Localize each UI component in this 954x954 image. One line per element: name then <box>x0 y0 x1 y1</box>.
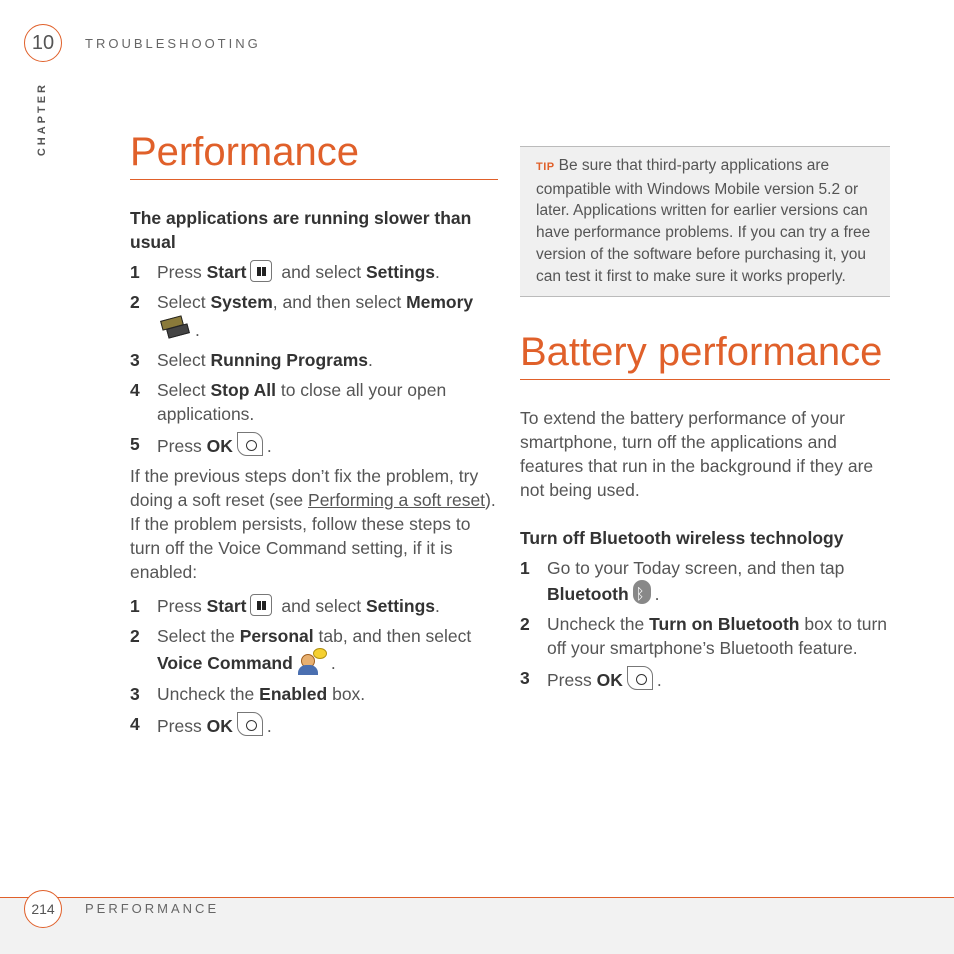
step-number: 3 <box>520 668 530 689</box>
page-number-badge: 214 <box>24 890 62 928</box>
step-text: , and then select <box>272 292 407 312</box>
step-number: 1 <box>520 558 530 579</box>
step-text: Press <box>157 716 207 736</box>
step-text: Press <box>157 596 207 616</box>
step-number: 2 <box>130 292 140 312</box>
step-bold: Settings <box>365 262 436 282</box>
step-item <box>130 290 498 342</box>
windows-start-icon <box>250 594 272 616</box>
windows-start-icon <box>250 260 272 282</box>
step-text: and select <box>276 596 366 616</box>
voice-command-icon <box>297 648 327 676</box>
step-text: Go to your Today screen, and then tap <box>547 558 845 579</box>
step-bold: System <box>210 292 273 312</box>
right-column <box>520 146 890 698</box>
step-text: and select <box>276 262 366 282</box>
step-item <box>520 666 890 692</box>
step-bold: Memory <box>406 292 474 312</box>
step-bold: Enabled <box>259 684 328 704</box>
step-bold: Voice Command <box>157 653 293 673</box>
step-number: 4 <box>130 380 140 400</box>
step-text: Press <box>157 436 207 456</box>
step-text: Uncheck the <box>157 684 260 704</box>
battery-intro: To extend the battery performance of your smartphone, turn off the applications and features that run in the background if they are not being used. <box>520 408 874 501</box>
tip-text: Be sure that third-party applications are compatible with Windows Mobile version 5.2 or later. Applications written for earlier versions can have performance problems. If you can try a free version of the software before purchasing it, you can test it first to make sure it works properly. <box>536 157 871 285</box>
step-item <box>130 432 498 458</box>
tip-label: TIP <box>536 161 555 173</box>
step-item <box>130 594 498 618</box>
step-text: . <box>435 262 440 282</box>
step-text: Uncheck the <box>547 614 650 635</box>
soft-reset-link[interactable]: Performing a soft reset <box>308 490 486 510</box>
tip-box <box>520 146 890 297</box>
soft-reset-paragraph <box>130 464 498 584</box>
step-item <box>130 348 498 372</box>
step-number: 3 <box>130 350 140 370</box>
step-number: 2 <box>130 626 140 646</box>
left-column <box>130 128 498 744</box>
chapter-number-badge: 10 <box>24 24 62 62</box>
step-item <box>130 712 498 738</box>
step-bold: OK <box>596 670 623 691</box>
step-bold: Running Programs <box>210 350 369 370</box>
step-text: . <box>266 436 272 456</box>
step-text: Press <box>547 670 597 691</box>
steps-list-a <box>130 260 498 458</box>
step-bold: OK <box>206 436 233 456</box>
step-item <box>520 556 890 606</box>
ok-button-icon <box>237 712 263 736</box>
step-text: . <box>368 350 373 370</box>
steps-list-b <box>130 594 498 738</box>
section-title-battery: Battery performance <box>520 328 890 380</box>
step-bold: Turn on Bluetooth <box>649 614 800 635</box>
steps-list-bluetooth <box>520 556 890 692</box>
step-bold: Start <box>206 596 247 616</box>
step-number: 1 <box>130 262 140 282</box>
subhead-slow-apps: The applications are running slower than usual <box>130 208 472 252</box>
step-text: box to turn off your smartphone’s Bluetooth feature. <box>547 614 888 659</box>
step-text: . <box>266 716 272 736</box>
step-text: Select <box>157 350 211 370</box>
running-head: TROUBLESHOOTING <box>85 36 261 51</box>
step-text: box. <box>327 684 366 704</box>
step-text: . <box>195 320 200 340</box>
step-text: Select <box>157 380 211 400</box>
step-item <box>130 682 498 706</box>
step-number: 4 <box>130 714 140 734</box>
step-item <box>130 260 498 284</box>
step-text: Select <box>157 292 211 312</box>
step-bold: Settings <box>365 596 436 616</box>
step-number: 3 <box>130 684 140 704</box>
step-bold: Bluetooth <box>547 584 629 605</box>
step-item <box>520 612 890 660</box>
step-text: Select the <box>157 626 240 646</box>
step-number: 1 <box>130 596 140 616</box>
step-text: . <box>330 653 336 673</box>
chapter-label: CHAPTER <box>36 82 48 157</box>
section-title-performance: Performance <box>130 128 498 180</box>
step-bold: Start <box>206 262 247 282</box>
step-number: 2 <box>520 614 530 635</box>
step-text: Press <box>157 262 207 282</box>
step-text: . <box>435 596 440 616</box>
step-number: 5 <box>130 434 140 454</box>
step-item <box>130 624 498 676</box>
step-text: . <box>656 670 662 691</box>
step-text: to close all your open applications. <box>157 380 447 424</box>
para-text: ). If the problem persists, follow these steps to turn off the Voice Command setting, if it is enabled: <box>130 490 496 582</box>
step-text: tab, and then select <box>313 626 472 646</box>
subhead-bluetooth: Turn off Bluetooth wireless technology <box>520 528 844 549</box>
ok-button-icon <box>237 432 263 456</box>
memory-icon <box>161 314 191 340</box>
step-text: . <box>654 584 660 605</box>
ok-button-icon <box>627 666 653 690</box>
step-item <box>130 378 498 426</box>
step-bold: OK <box>206 716 233 736</box>
bluetooth-icon <box>633 580 651 604</box>
footer-label: PERFORMANCE <box>85 901 220 916</box>
step-bold: Stop All <box>210 380 276 400</box>
para-text: If the previous steps don’t fix the problem, try doing a soft reset (see <box>130 466 479 510</box>
step-bold: Personal <box>239 626 314 646</box>
